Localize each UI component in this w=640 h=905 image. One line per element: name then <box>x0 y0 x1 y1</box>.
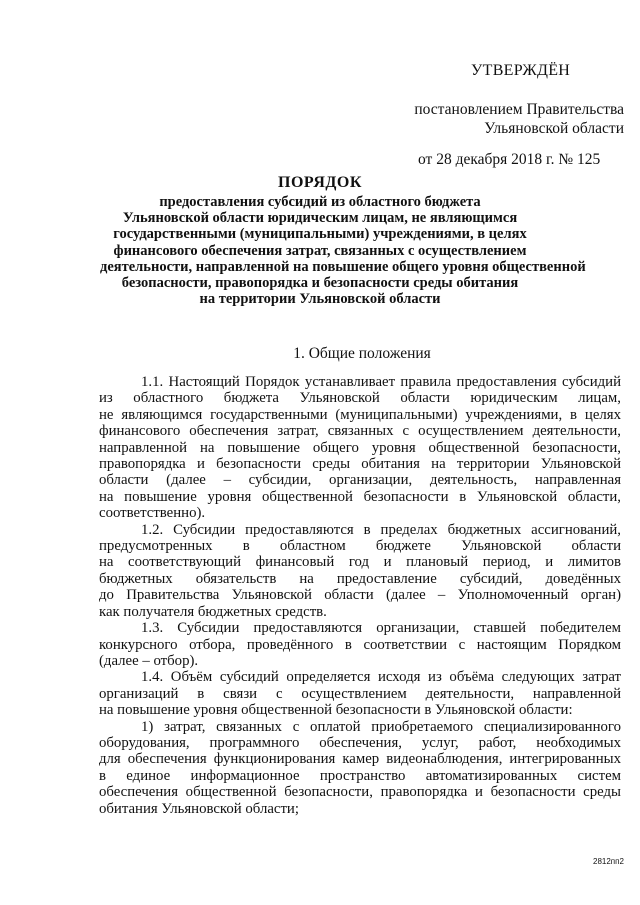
subtitle-line: государственными (муниципальными) учреждениями, в целях <box>113 226 527 243</box>
text-line: до Правительства Ульяновской области (далее – Уполномоченный орган) <box>99 587 621 604</box>
document-subtitle <box>100 194 586 308</box>
subtitle-line: финансового обеспечения затрат, связанных с осуществлением <box>113 242 527 259</box>
paragraph-1-2 <box>99 522 621 620</box>
paragraph-1-1 <box>99 374 621 522</box>
subtitle-line: на территории Ульяновской области <box>199 291 441 308</box>
subtitle-line: Ульяновской области юридическим лицам, не являющимся <box>122 210 518 227</box>
text-line: направленной на повышение общего уровня общественной безопасности, <box>99 439 621 456</box>
decree-date: от 28 декабря 2018 г. № 125 <box>418 151 601 168</box>
text-line: области (далее – субсидии, организации, деятельность, направленная <box>99 472 621 489</box>
text-line: (далее – отбор). <box>99 652 199 669</box>
approval-stamp-title: УТВЕРЖДЁН <box>471 62 571 79</box>
text-line: 1.1. Настоящий Порядок устанавливает правила предоставления субсидий <box>141 374 621 390</box>
text-line: финансового обеспечения затрат, связанных с осуществлением деятельности, <box>99 423 621 440</box>
subtitle-line: безопасности, правопорядка и безопасности среды обитания <box>121 275 519 292</box>
paragraph-1-4 <box>99 669 621 718</box>
text-line: 1.3. Субсидии предоставляются организации, ставшей победителем <box>141 620 621 637</box>
text-line: 1) затрат, связанных с оплатой приобретаемого специализированного <box>141 718 621 735</box>
text-line: обеспечения общественной безопасности, правопорядка и безопасности среды <box>99 784 621 801</box>
text-line: организаций в связи с осуществлением деятельности, направленной <box>99 685 621 702</box>
text-line: на повышение уровня общественной безопасности в Ульяновской области, <box>99 488 621 505</box>
text-line: предусмотренных в областном бюджете Ульяновской области <box>99 538 621 555</box>
text-line: на соответствующий финансовый год и плановый период, и лимитов <box>99 554 621 571</box>
text-line: 1.2. Субсидии предоставляются в пределах бюджетных ассигнований, <box>141 521 621 538</box>
text-line: на повышение уровня общественной безопасности в Ульяновской области: <box>99 702 573 719</box>
paragraph-1-3 <box>99 620 621 669</box>
paragraph-item-1 <box>99 719 621 817</box>
text-line: в единое информационное пространство автоматизированных систем <box>99 767 621 784</box>
document-code: 2812пп2 <box>593 857 624 866</box>
text-line: обитания Ульяновской области; <box>99 800 299 817</box>
subtitle-line: деятельности, направленной на повышение общего уровня общественной <box>100 258 586 275</box>
text-line: как получателя бюджетных средств. <box>99 603 327 620</box>
text-line: бюджетных обязательств на предоставление субсидий, доведённых <box>99 570 621 587</box>
text-line: из областного бюджета Ульяновской области юридическим лицам, <box>99 390 621 407</box>
document-body <box>99 374 621 817</box>
text-line: для обеспечения функционирования камер видеонаблюдения, интегрированных <box>99 751 621 768</box>
text-line: 1.4. Объём субсидий определяется исходя из объёма следующих затрат <box>141 669 621 686</box>
text-line: правопорядка и безопасности среды обитания на территории Ульяновской <box>99 456 621 473</box>
decree-line: Ульяновской области <box>484 120 624 137</box>
document-title: ПОРЯДОК <box>278 174 362 191</box>
decree-line: постановлением Правительства <box>414 101 624 118</box>
text-line: соответственно). <box>99 505 206 522</box>
text-line: не являющимся государственными (муниципальными) учреждениями, в целях <box>99 406 621 423</box>
approval-decree <box>404 100 624 138</box>
text-line: оборудования, программного обеспечения, услуг, работ, необходимых <box>99 734 621 751</box>
text-line: конкурсного отбора, проведённого в соответствии с настоящим Порядком <box>99 636 621 653</box>
section-heading: 1. Общие положения <box>293 345 431 362</box>
subtitle-line: предоставления субсидий из областного бюджета <box>159 194 481 210</box>
